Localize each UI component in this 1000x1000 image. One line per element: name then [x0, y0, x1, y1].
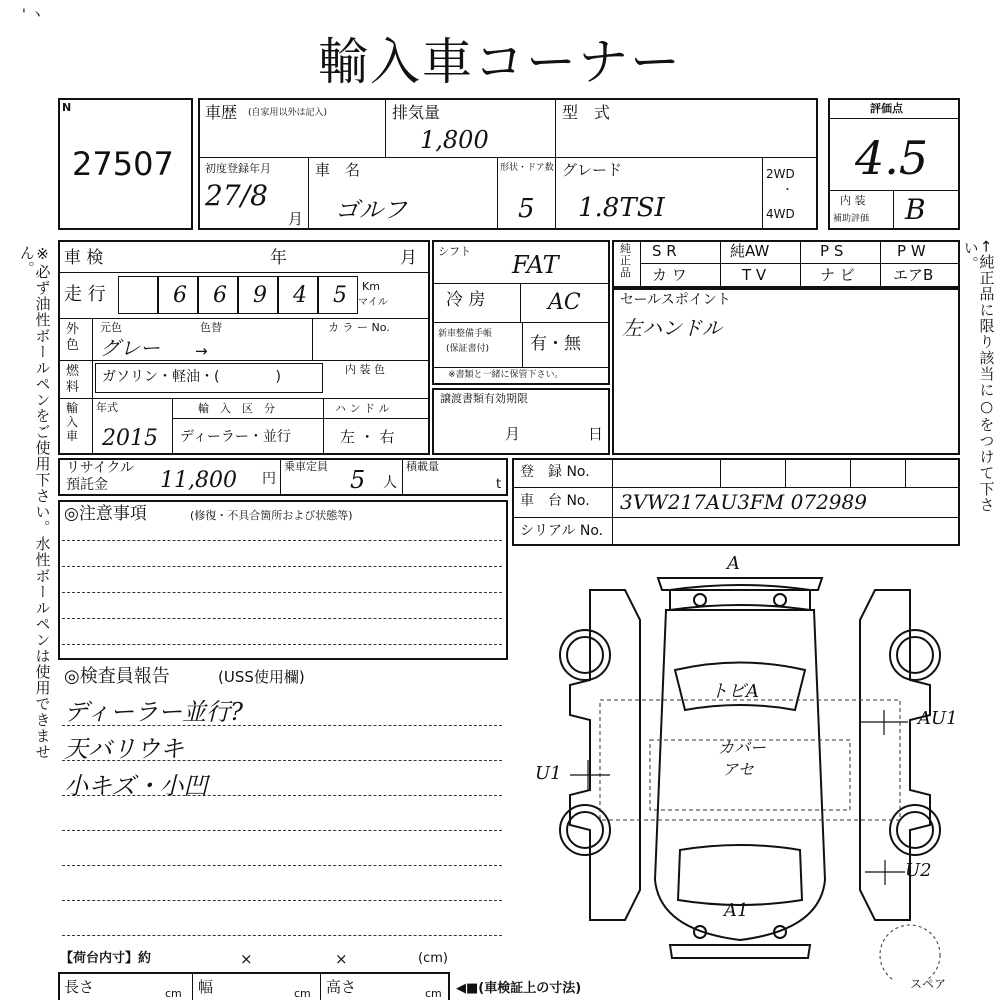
exterior-label: 外色 — [66, 322, 80, 353]
load-unit: t — [496, 477, 502, 492]
fuel-label: 燃料 — [66, 364, 80, 395]
cargo-x2: × — [335, 950, 348, 968]
maintenance-label: 新車整備手帳 — [438, 329, 493, 339]
cargo-width-label: 幅 — [198, 978, 214, 996]
color-arrow: → — [195, 342, 208, 360]
corner-marks: ' ヽ — [22, 7, 45, 23]
shift-label: シフト — [438, 245, 471, 258]
handle-label: ハ ン ド ル — [335, 402, 390, 415]
import-class-value: ディーラー・並行 — [180, 429, 291, 445]
cargo-length-label: 長さ — [64, 978, 95, 996]
score-value: 4.5 — [855, 131, 929, 185]
maintenance-label2: (保証書付) — [446, 344, 490, 354]
first-reg-label: 初度登録年月 — [205, 162, 271, 175]
diagram-windshield: トビA — [710, 681, 759, 702]
genuine-pw: P W — [897, 242, 926, 260]
genuine-sr: S R — [652, 242, 677, 260]
capacity-value: 5 — [350, 466, 366, 494]
sales-point-value: 左ハンドル — [622, 316, 722, 340]
sales-point-label: セールスポイント — [620, 292, 731, 308]
capacity-label: 乗車定員 — [284, 460, 328, 473]
transfer-label: 譲渡書類有効期限 — [440, 392, 528, 405]
right-notice: ←純正品に限り該当に○をつけて下さい。 — [961, 240, 996, 513]
recycle-value: 11,800 — [160, 468, 237, 493]
capacity-unit: 人 — [383, 475, 397, 491]
reg-no-label: 登 録 No. — [520, 464, 590, 480]
cargo-label: 【荷台内寸】約 — [60, 951, 152, 966]
diagram-spare: スペア — [910, 977, 947, 991]
displacement-value: 1,800 — [420, 126, 489, 154]
mileage-label: 走 行 — [64, 284, 106, 305]
lot-number: 27507 — [72, 145, 174, 183]
cargo-note: ◀■(車検証上の寸法) — [456, 981, 582, 996]
repaint-label: 色替 — [200, 321, 222, 334]
cargo-length-unit: cm — [165, 987, 182, 1000]
cargo-height-unit: cm — [425, 987, 442, 1000]
genuine-tv: T V — [742, 266, 767, 284]
import-year-label: 年式 — [96, 401, 118, 414]
notes-block — [58, 500, 508, 660]
score-label: 評価点 — [870, 102, 903, 115]
page-title: 輸入車コーナー — [318, 33, 682, 91]
notes-label: ◎注意事項 — [64, 504, 147, 524]
interior-color-label: 内 装 色 — [345, 363, 385, 376]
left-notice: ※必ず油性ボールペンをご使用下さい。水性ボールペンは使用できません。 — [17, 245, 52, 760]
load-label: 積載量 — [406, 460, 439, 473]
diagram-front: A — [727, 553, 740, 574]
displacement-label: 排気量 — [392, 103, 441, 122]
car-name-value: ゴルフ — [335, 196, 407, 224]
drive-2wd: 2WD — [766, 167, 795, 181]
diagram-right-front: AU1 — [918, 708, 958, 729]
color-no-label: カ ラ ー No. — [328, 321, 390, 334]
notes-sub: (修復・不具合箇所および状態等) — [190, 509, 353, 522]
interior-value: B — [905, 193, 926, 226]
maintenance-note: ※書類と一緒に保管下さい。 — [448, 370, 564, 380]
genuine-ps: P S — [820, 242, 844, 260]
drive-dot: ・ — [782, 183, 793, 196]
chassis-value: 3VW217AU3FM 072989 — [620, 490, 867, 514]
genuine-aw: 純AW — [730, 242, 770, 260]
recycle-label: リサイクル — [66, 460, 135, 476]
import-class-label: 輸 入 区 分 — [198, 402, 275, 415]
car-name-label: 車 名 — [315, 161, 361, 179]
sales-point-block — [612, 288, 960, 455]
interior-sub: 補助評価 — [833, 214, 870, 224]
genuine-label: 純正品 — [620, 242, 631, 280]
aircon-value: AC — [548, 290, 581, 315]
report-sub: (USS使用欄) — [218, 668, 305, 686]
import-label: 輸入車 — [66, 401, 79, 443]
first-reg-value: 27/8 — [205, 179, 268, 212]
chassis-label: 車 台 No. — [520, 493, 590, 509]
grade-value: 1.8TSI — [578, 193, 665, 223]
genuine-airbag: エアB — [893, 266, 934, 284]
model-type-label: 型 式 — [562, 103, 611, 122]
cargo-box — [58, 972, 450, 1000]
interior-label: 内 装 — [840, 194, 866, 207]
grade-label: グレード — [562, 161, 623, 179]
report-label: ◎検査員報告 — [64, 666, 170, 687]
lot-box — [58, 98, 193, 230]
recycle-label2: 預託金 — [66, 477, 108, 493]
history-label: 車歴 — [205, 103, 238, 122]
inspection-label: 車 検 — [64, 248, 104, 268]
inspection-month: 月 — [400, 248, 417, 268]
report-line-1: ディーラー並行? — [64, 698, 243, 726]
cargo-x1: × — [240, 950, 253, 968]
cargo-height-label: 高さ — [326, 978, 357, 996]
diagram-right-rear: U2 — [905, 860, 932, 881]
shift-value: FAT — [512, 251, 559, 279]
report-line-3: 小キズ・小凹 — [64, 772, 208, 800]
genuine-leather: カ ワ — [652, 266, 687, 284]
diagram-hood2: アセ — [722, 760, 754, 779]
exterior-color-value: グレー — [100, 336, 160, 360]
fuel-value: ガソリン・軽油・( ) — [102, 369, 281, 385]
doors-value: 5 — [518, 194, 535, 224]
lot-label: N — [62, 101, 72, 114]
transfer-day: 日 — [588, 425, 604, 443]
diagram-rear: A1 — [724, 900, 749, 921]
serial-label: シリアル No. — [520, 523, 604, 539]
transfer-month: 月 — [505, 425, 521, 443]
history-note: (自家用以外は記入) — [248, 108, 328, 118]
handle-value: 左 ・ 右 — [340, 428, 395, 446]
cargo-width-unit: cm — [294, 987, 311, 1000]
recycle-unit: 円 — [262, 471, 276, 487]
inspection-year: 年 — [270, 248, 287, 268]
mileage-unit-mile: マイル — [358, 297, 388, 308]
first-reg-month: 月 — [288, 210, 304, 228]
orig-color-label: 元色 — [100, 321, 122, 334]
drive-4wd: 4WD — [766, 207, 795, 221]
aircon-label: 冷 房 — [446, 290, 486, 310]
mileage-unit-km: Km — [362, 280, 380, 293]
report-line-2: 天バリウキ — [64, 735, 184, 763]
doors-label: 形状・ドア数 — [500, 163, 554, 173]
diagram-hood: カバー — [718, 738, 767, 757]
maintenance-value: 有・無 — [530, 334, 581, 354]
cargo-unit: (cm) — [418, 951, 448, 966]
genuine-navi: ナ ビ — [820, 266, 855, 284]
diagram-left: U1 — [535, 763, 562, 784]
import-year-value: 2015 — [102, 426, 158, 451]
mileage-digits: 6 6 9 4 5 — [118, 276, 358, 314]
